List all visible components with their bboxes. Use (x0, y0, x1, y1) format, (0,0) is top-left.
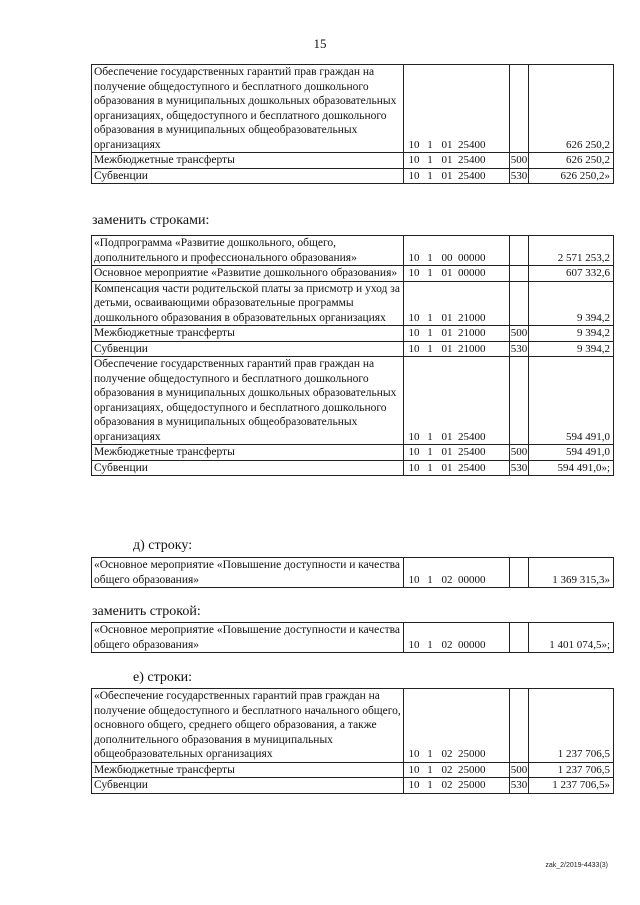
classification-codes (404, 266, 510, 282)
subprogram-code: 01 (441, 311, 453, 324)
row-name: «Обеспечение государственных гарантий прав граждан на получение общедоступного и бесплатного начального общего, основного общего, среднего общего образования, а также дополнительного образования в муниципальных общеобразовательных организациях (92, 689, 404, 763)
table-row (92, 689, 614, 763)
row-name: Межбюджетные трансферты (92, 326, 404, 342)
subprogram-code: 00 (441, 251, 453, 264)
expense-kind-code (510, 623, 529, 653)
amount: 626 250,2 (529, 65, 614, 153)
section-code: 10 (408, 763, 420, 776)
amount: 2 571 253,2 (529, 236, 614, 266)
subprogram-code: 01 (441, 154, 453, 166)
section-code: 10 (408, 311, 420, 324)
section-heading: д) строку: (133, 538, 193, 553)
amount: 594 491,0»; (529, 460, 614, 476)
section-code: 10 (408, 169, 420, 182)
row-name: Субвенции (92, 460, 404, 476)
row-name: «Подпрограмма «Развитие дошкольного, общего, дополнительного и профессионального образования» (92, 236, 404, 266)
subprogram-code: 01 (441, 342, 453, 355)
row-name: «Основное мероприятие «Повышение доступности и качества общего образования» (92, 623, 404, 653)
program-code: 1 (427, 251, 433, 264)
classification-codes (404, 168, 510, 184)
row-name: Межбюджетные трансферты (92, 762, 404, 778)
row-name: Субвенции (92, 341, 404, 357)
expense-kind-code: 530 (510, 169, 528, 182)
section-code: 10 (408, 138, 420, 151)
amount: 1 237 706,5» (529, 778, 614, 794)
target-code: 25400 (458, 169, 486, 182)
program-code: 1 (427, 327, 433, 339)
expense-kind-code: 530 (510, 461, 528, 474)
table-row (92, 236, 614, 266)
classification-codes (404, 326, 510, 342)
subprogram-code: 01 (441, 446, 453, 458)
amount: 9 394,2 (529, 341, 614, 357)
budget-table-item-d (91, 557, 614, 588)
section-heading: е) строки: (133, 670, 193, 685)
section-code: 10 (408, 461, 420, 474)
classification-codes (404, 153, 510, 169)
row-name: Компенсация части родительской платы за присмотр и уход за детьми, осваивающими образовательные программы дошкольного образования в образовательных организациях (92, 281, 404, 326)
row-name: Основное мероприятие «Развитие дошкольного образования» (92, 266, 404, 282)
expense-kind-code: 500 (510, 446, 528, 458)
section-code: 10 (408, 446, 420, 458)
table-row (92, 326, 614, 342)
table-row (92, 623, 614, 653)
budget-table-continued (91, 64, 614, 184)
expense-kind-code: 500 (510, 763, 528, 776)
classification-codes (404, 236, 510, 266)
program-code: 1 (427, 638, 433, 651)
amount: 594 491,0 (529, 357, 614, 445)
target-code: 00000 (458, 267, 486, 279)
amount: 607 332,6 (529, 266, 614, 282)
classification-codes (404, 623, 510, 653)
amount: 1 401 074,5»; (529, 623, 614, 653)
budget-table-item-e (91, 688, 614, 794)
row-name: Субвенции (92, 168, 404, 184)
section-code: 10 (408, 154, 420, 166)
target-code: 25000 (458, 763, 486, 776)
table-row (92, 460, 614, 476)
row-name: Обеспечение государственных гарантий прав граждан на получение общедоступного и бесплатного дошкольного образования в муниципальных дошкольных образовательных организациях, общедоступного и бесплатного дошкольного образования в муниципальных общеобразовательных организациях (92, 65, 404, 153)
classification-codes (404, 445, 510, 461)
amount: 626 250,2 (529, 153, 614, 169)
subprogram-code: 01 (441, 327, 453, 339)
target-code: 25400 (458, 461, 486, 474)
target-code: 21000 (458, 311, 486, 324)
program-code: 1 (427, 154, 433, 166)
expense-kind-code: 500 (510, 154, 528, 166)
table-row (92, 778, 614, 794)
expense-kind-code (510, 281, 529, 326)
section-code: 10 (408, 638, 420, 651)
table-row (92, 341, 614, 357)
amount: 1 237 706,5 (529, 762, 614, 778)
classification-codes (404, 281, 510, 326)
amount: 9 394,2 (529, 281, 614, 326)
section-heading: заменить строками: (92, 213, 210, 228)
section-code: 10 (408, 779, 420, 791)
budget-table-replacement-d (91, 622, 614, 653)
subprogram-code: 02 (441, 748, 453, 760)
target-code: 21000 (458, 342, 486, 355)
subprogram-code: 02 (441, 779, 453, 791)
table-row (92, 168, 614, 184)
row-name: Субвенции (92, 778, 404, 794)
row-name: «Основное мероприятие «Повышение доступности и качества общего образования» (92, 558, 404, 588)
target-code: 25400 (458, 154, 486, 166)
classification-codes (404, 460, 510, 476)
target-code: 00000 (458, 638, 486, 651)
table-row (92, 266, 614, 282)
program-code: 1 (427, 779, 433, 791)
target-code: 25400 (458, 430, 486, 443)
program-code: 1 (427, 267, 433, 279)
program-code: 1 (427, 461, 433, 474)
expense-kind-code (510, 266, 529, 282)
expense-kind-code: 530 (510, 779, 528, 791)
amount: 626 250,2» (529, 168, 614, 184)
program-code: 1 (427, 138, 433, 151)
expense-kind-code (510, 357, 529, 445)
section-code: 10 (408, 748, 420, 760)
program-code: 1 (427, 763, 433, 776)
document-code-footer: zak_2/2019-4433(3) (545, 862, 608, 869)
subprogram-code: 01 (441, 430, 453, 443)
row-name: Обеспечение государственных гарантий прав граждан на получение общедоступного и бесплатного дошкольного образования в муниципальных дошкольных образовательных организациях, общедоступного и бесплатного дошкольного образования в муниципальных общеобразовательных организациях (92, 357, 404, 445)
classification-codes (404, 357, 510, 445)
amount: 594 491,0 (529, 445, 614, 461)
expense-kind-code: 530 (510, 342, 528, 355)
amount: 9 394,2 (529, 326, 614, 342)
target-code: 00000 (458, 251, 486, 264)
program-code: 1 (427, 748, 433, 760)
section-code: 10 (408, 430, 420, 443)
target-code: 25400 (458, 446, 486, 458)
row-name: Межбюджетные трансферты (92, 153, 404, 169)
subprogram-code: 01 (441, 461, 453, 474)
subprogram-code: 01 (441, 267, 453, 279)
subprogram-code: 01 (441, 169, 453, 182)
table-row (92, 153, 614, 169)
program-code: 1 (427, 430, 433, 443)
expense-kind-code (510, 236, 529, 266)
table-row (92, 357, 614, 445)
subprogram-code: 02 (441, 763, 453, 776)
page-number: 15 (313, 36, 327, 51)
amount: 1 369 315,3» (529, 558, 614, 588)
subprogram-code: 02 (441, 573, 453, 586)
classification-codes (404, 65, 510, 153)
table-row (92, 558, 614, 588)
section-code: 10 (408, 251, 420, 264)
section-code: 10 (408, 342, 420, 355)
target-code: 00000 (458, 573, 486, 586)
expense-kind-code (510, 558, 529, 588)
table-row (92, 281, 614, 326)
program-code: 1 (427, 446, 433, 458)
section-code: 10 (408, 327, 420, 339)
subprogram-code: 02 (441, 638, 453, 651)
classification-codes (404, 762, 510, 778)
classification-codes (404, 341, 510, 357)
program-code: 1 (427, 311, 433, 324)
target-code: 25000 (458, 748, 486, 760)
program-code: 1 (427, 342, 433, 355)
program-code: 1 (427, 573, 433, 586)
target-code: 21000 (458, 327, 486, 339)
table-row (92, 65, 614, 153)
row-name: Межбюджетные трансферты (92, 445, 404, 461)
table-row (92, 762, 614, 778)
amount: 1 237 706,5 (529, 689, 614, 763)
classification-codes (404, 558, 510, 588)
expense-kind-code: 500 (510, 327, 528, 339)
subprogram-code: 01 (441, 138, 453, 151)
target-code: 25400 (458, 138, 486, 151)
classification-codes (404, 778, 510, 794)
program-code: 1 (427, 169, 433, 182)
table-row (92, 445, 614, 461)
expense-kind-code (510, 65, 529, 153)
expense-kind-code (510, 689, 529, 763)
classification-codes (404, 689, 510, 763)
target-code: 25000 (458, 779, 486, 791)
section-heading: заменить строкой: (92, 604, 201, 619)
section-code: 10 (408, 267, 420, 279)
section-code: 10 (408, 573, 420, 586)
budget-table-replacement (91, 235, 614, 476)
